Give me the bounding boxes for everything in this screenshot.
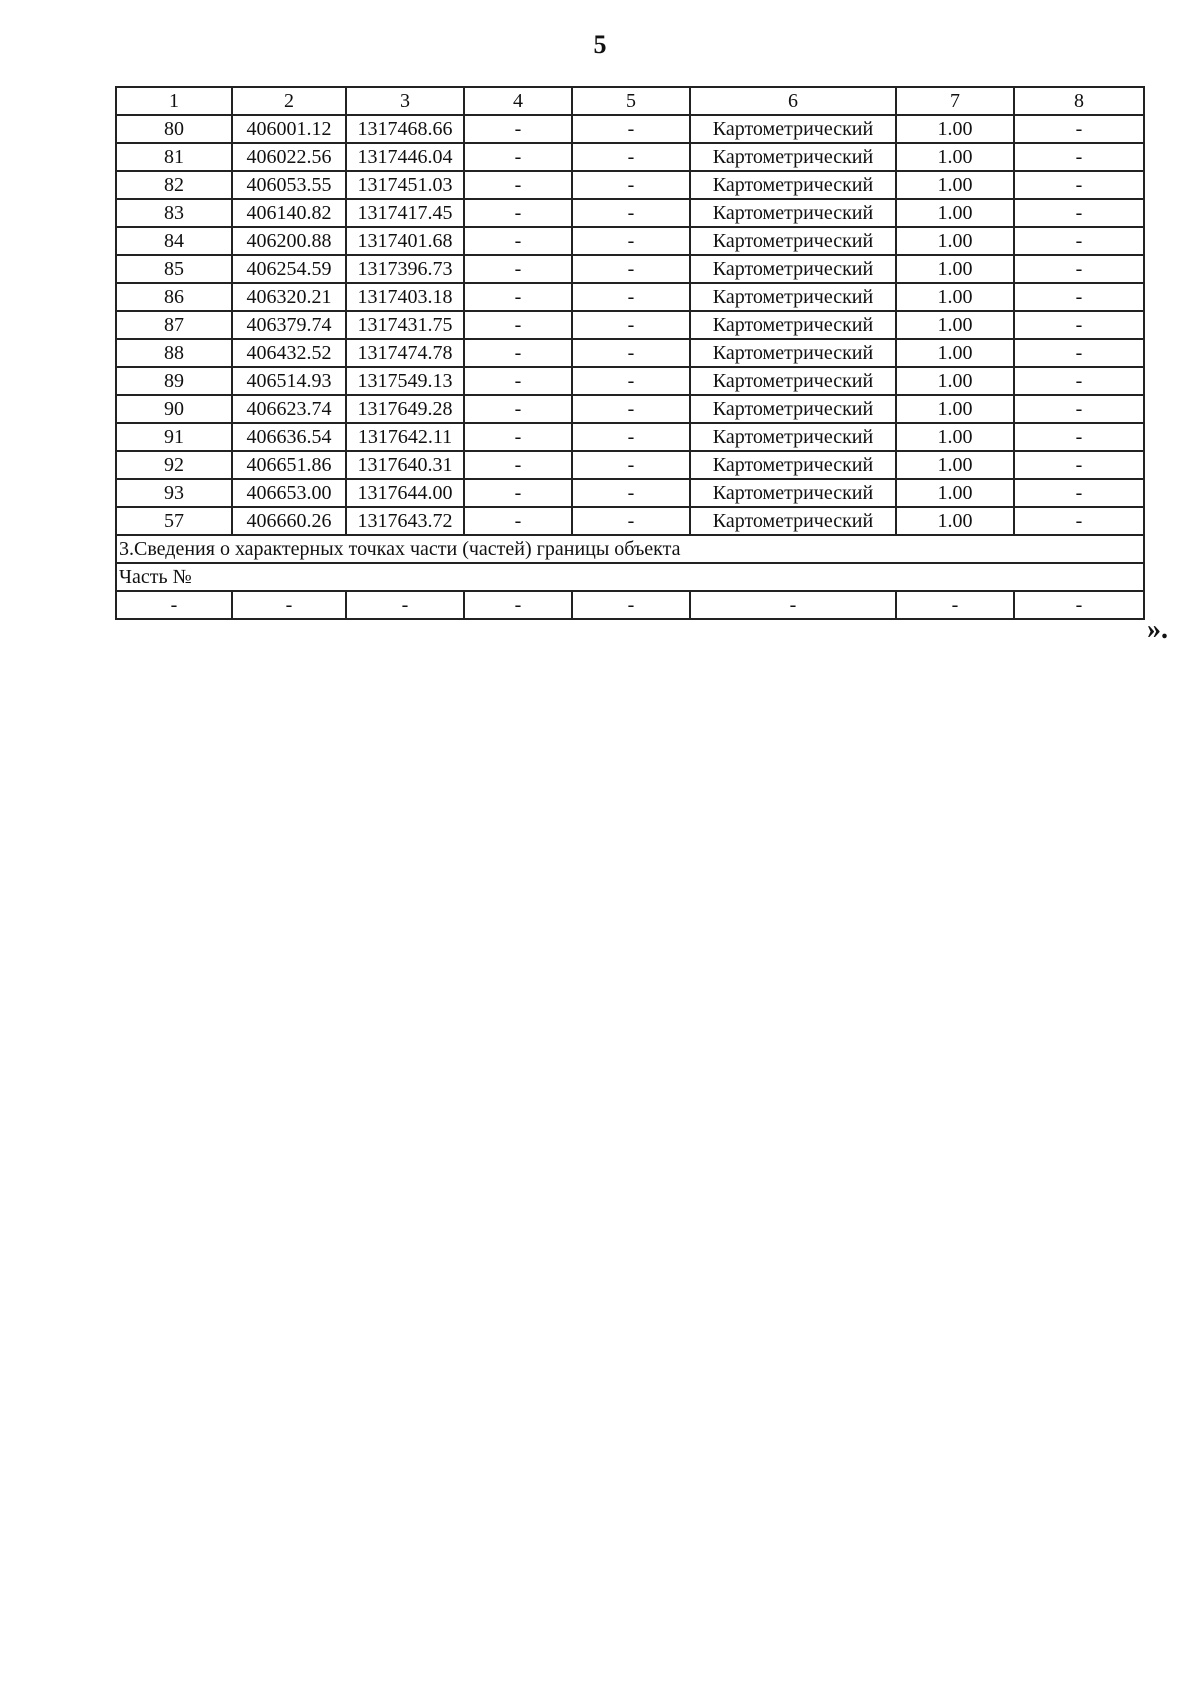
table-cell: 1317468.66	[346, 115, 464, 143]
table-cell: 92	[116, 451, 232, 479]
table-cell: -	[572, 507, 690, 535]
table-cell: -	[464, 199, 572, 227]
table-row	[116, 367, 1144, 395]
table-row	[116, 143, 1144, 171]
table-cell: 1317549.13	[346, 367, 464, 395]
table-cell: -	[464, 339, 572, 367]
table-cell: -	[1014, 283, 1144, 311]
table-cell: -	[464, 479, 572, 507]
table-cell: 1.00	[896, 255, 1014, 283]
table-cell: 7	[896, 87, 1014, 115]
table-cell: 1	[116, 87, 232, 115]
table-cell: Картометрический	[690, 283, 896, 311]
table-cell: -	[572, 115, 690, 143]
table-cell: 1.00	[896, 227, 1014, 255]
table-header-row	[116, 87, 1144, 115]
table-cell: -	[1014, 423, 1144, 451]
table-row	[116, 339, 1144, 367]
table-cell: Картометрический	[690, 227, 896, 255]
table-cell: -	[572, 283, 690, 311]
table-cell: 1.00	[896, 311, 1014, 339]
table-cell: -	[1014, 395, 1144, 423]
table-cell: -	[464, 395, 572, 423]
table-cell: -	[1014, 367, 1144, 395]
table-cell: 1317417.45	[346, 199, 464, 227]
table-cell: Картометрический	[690, 311, 896, 339]
table-cell: 1317643.72	[346, 507, 464, 535]
table-cell: 1.00	[896, 199, 1014, 227]
table-cell: -	[572, 367, 690, 395]
table-cell: -	[572, 339, 690, 367]
table-cell: 1.00	[896, 395, 1014, 423]
table-cell: -	[464, 451, 572, 479]
table-cell: 406254.59	[232, 255, 346, 283]
table-cell: -	[572, 451, 690, 479]
table-row	[116, 395, 1144, 423]
table-cell: 88	[116, 339, 232, 367]
table-row	[116, 479, 1144, 507]
section-title: 3.Сведения о характерных точках части (частей) границы объекта	[116, 535, 1144, 563]
table-cell: 1317644.00	[346, 479, 464, 507]
table-cell: 406320.21	[232, 283, 346, 311]
table-cell: -	[572, 479, 690, 507]
table-empty-row	[116, 591, 1144, 619]
table-cell: -	[572, 227, 690, 255]
table-cell: 86	[116, 283, 232, 311]
table-cell: 90	[116, 395, 232, 423]
table-cell: 406432.52	[232, 339, 346, 367]
part-label-row	[116, 563, 1144, 591]
table-cell: 406651.86	[232, 451, 346, 479]
table-cell: -	[1014, 255, 1144, 283]
table-cell: 406200.88	[232, 227, 346, 255]
table-cell: -	[572, 395, 690, 423]
table-cell: 1317642.11	[346, 423, 464, 451]
table-cell: 1.00	[896, 367, 1014, 395]
table-cell: 1.00	[896, 339, 1014, 367]
table-cell: -	[896, 591, 1014, 619]
table-cell: 89	[116, 367, 232, 395]
table-cell: 406140.82	[232, 199, 346, 227]
table-cell: 406623.74	[232, 395, 346, 423]
table-cell: -	[1014, 311, 1144, 339]
table-cell: Картометрический	[690, 115, 896, 143]
table-cell: -	[572, 591, 690, 619]
table-cell: 1317474.78	[346, 339, 464, 367]
table-cell: -	[572, 255, 690, 283]
table-row	[116, 451, 1144, 479]
table-cell: -	[1014, 591, 1144, 619]
table-cell: -	[1014, 479, 1144, 507]
table-cell: -	[572, 423, 690, 451]
table-cell: -	[1014, 199, 1144, 227]
table-row	[116, 199, 1144, 227]
table-cell: -	[464, 283, 572, 311]
table-cell: -	[1014, 143, 1144, 171]
table-cell: 406053.55	[232, 171, 346, 199]
table-cell: 93	[116, 479, 232, 507]
table-cell: 1.00	[896, 479, 1014, 507]
table-cell: 1.00	[896, 283, 1014, 311]
table-cell: 1317403.18	[346, 283, 464, 311]
table-cell: 1317451.03	[346, 171, 464, 199]
table-cell: Картометрический	[690, 199, 896, 227]
table-cell: 6	[690, 87, 896, 115]
table-row	[116, 171, 1144, 199]
table-cell: 5	[572, 87, 690, 115]
table-cell: -	[464, 507, 572, 535]
table-cell: 1317446.04	[346, 143, 464, 171]
table-cell: 87	[116, 311, 232, 339]
table-cell: 1.00	[896, 115, 1014, 143]
table-cell: 83	[116, 199, 232, 227]
table-cell: 2	[232, 87, 346, 115]
table-cell: Картометрический	[690, 395, 896, 423]
table-cell: 406636.54	[232, 423, 346, 451]
table-cell: -	[116, 591, 232, 619]
table-cell: -	[464, 367, 572, 395]
table-cell: 8	[1014, 87, 1144, 115]
closing-quote: ».	[1147, 614, 1168, 645]
table-cell: Картометрический	[690, 507, 896, 535]
table-cell: 1.00	[896, 507, 1014, 535]
table-cell: Картометрический	[690, 423, 896, 451]
table-cell: 80	[116, 115, 232, 143]
table-cell: 82	[116, 171, 232, 199]
table-cell: 85	[116, 255, 232, 283]
table-cell: Картометрический	[690, 255, 896, 283]
table-cell: -	[1014, 227, 1144, 255]
table-cell: 57	[116, 507, 232, 535]
table-row	[116, 227, 1144, 255]
table-row	[116, 507, 1144, 535]
table-cell: 84	[116, 227, 232, 255]
table-cell: 1317649.28	[346, 395, 464, 423]
coordinates-table	[115, 86, 1145, 620]
table-cell: 406514.93	[232, 367, 346, 395]
table-cell: 4	[464, 87, 572, 115]
table-cell: 1317401.68	[346, 227, 464, 255]
section-title-row	[116, 535, 1144, 563]
table-cell: -	[232, 591, 346, 619]
table-cell: 1317640.31	[346, 451, 464, 479]
table-cell: -	[1014, 339, 1144, 367]
table-cell: -	[464, 255, 572, 283]
table-cell: 406022.56	[232, 143, 346, 171]
table-cell: 3	[346, 87, 464, 115]
table-cell: Картометрический	[690, 171, 896, 199]
table-cell: -	[464, 423, 572, 451]
table-row	[116, 311, 1144, 339]
table-cell: Картометрический	[690, 339, 896, 367]
table-cell: Картометрический	[690, 479, 896, 507]
table-cell: Картометрический	[690, 367, 896, 395]
table-cell: -	[1014, 507, 1144, 535]
table-cell: 406660.26	[232, 507, 346, 535]
table-cell: 81	[116, 143, 232, 171]
table-cell: 1.00	[896, 451, 1014, 479]
table-cell: 406653.00	[232, 479, 346, 507]
table-cell: Картометрический	[690, 451, 896, 479]
table-cell: 1.00	[896, 171, 1014, 199]
table-cell: -	[572, 199, 690, 227]
table-cell: -	[1014, 115, 1144, 143]
table-row	[116, 283, 1144, 311]
table-cell: -	[1014, 171, 1144, 199]
table-cell: 406001.12	[232, 115, 346, 143]
table-cell: -	[464, 591, 572, 619]
table-cell: -	[464, 115, 572, 143]
table-cell: -	[464, 171, 572, 199]
table-cell: Картометрический	[690, 143, 896, 171]
table-row	[116, 115, 1144, 143]
page-number: 5	[593, 30, 607, 59]
table-cell: 1317396.73	[346, 255, 464, 283]
table-cell: 406379.74	[232, 311, 346, 339]
table-cell: -	[690, 591, 896, 619]
table-cell: -	[1014, 451, 1144, 479]
part-label: Часть №	[116, 563, 1144, 591]
table-cell: -	[346, 591, 464, 619]
table-cell: -	[464, 311, 572, 339]
table-cell: -	[572, 143, 690, 171]
table-cell: 1.00	[896, 143, 1014, 171]
table-row	[116, 423, 1144, 451]
table-row	[116, 255, 1144, 283]
table-cell: 1.00	[896, 423, 1014, 451]
table-cell: 1317431.75	[346, 311, 464, 339]
table-cell: 91	[116, 423, 232, 451]
table-cell: -	[464, 227, 572, 255]
table-cell: -	[464, 143, 572, 171]
table-cell: -	[572, 171, 690, 199]
table-cell: -	[572, 311, 690, 339]
